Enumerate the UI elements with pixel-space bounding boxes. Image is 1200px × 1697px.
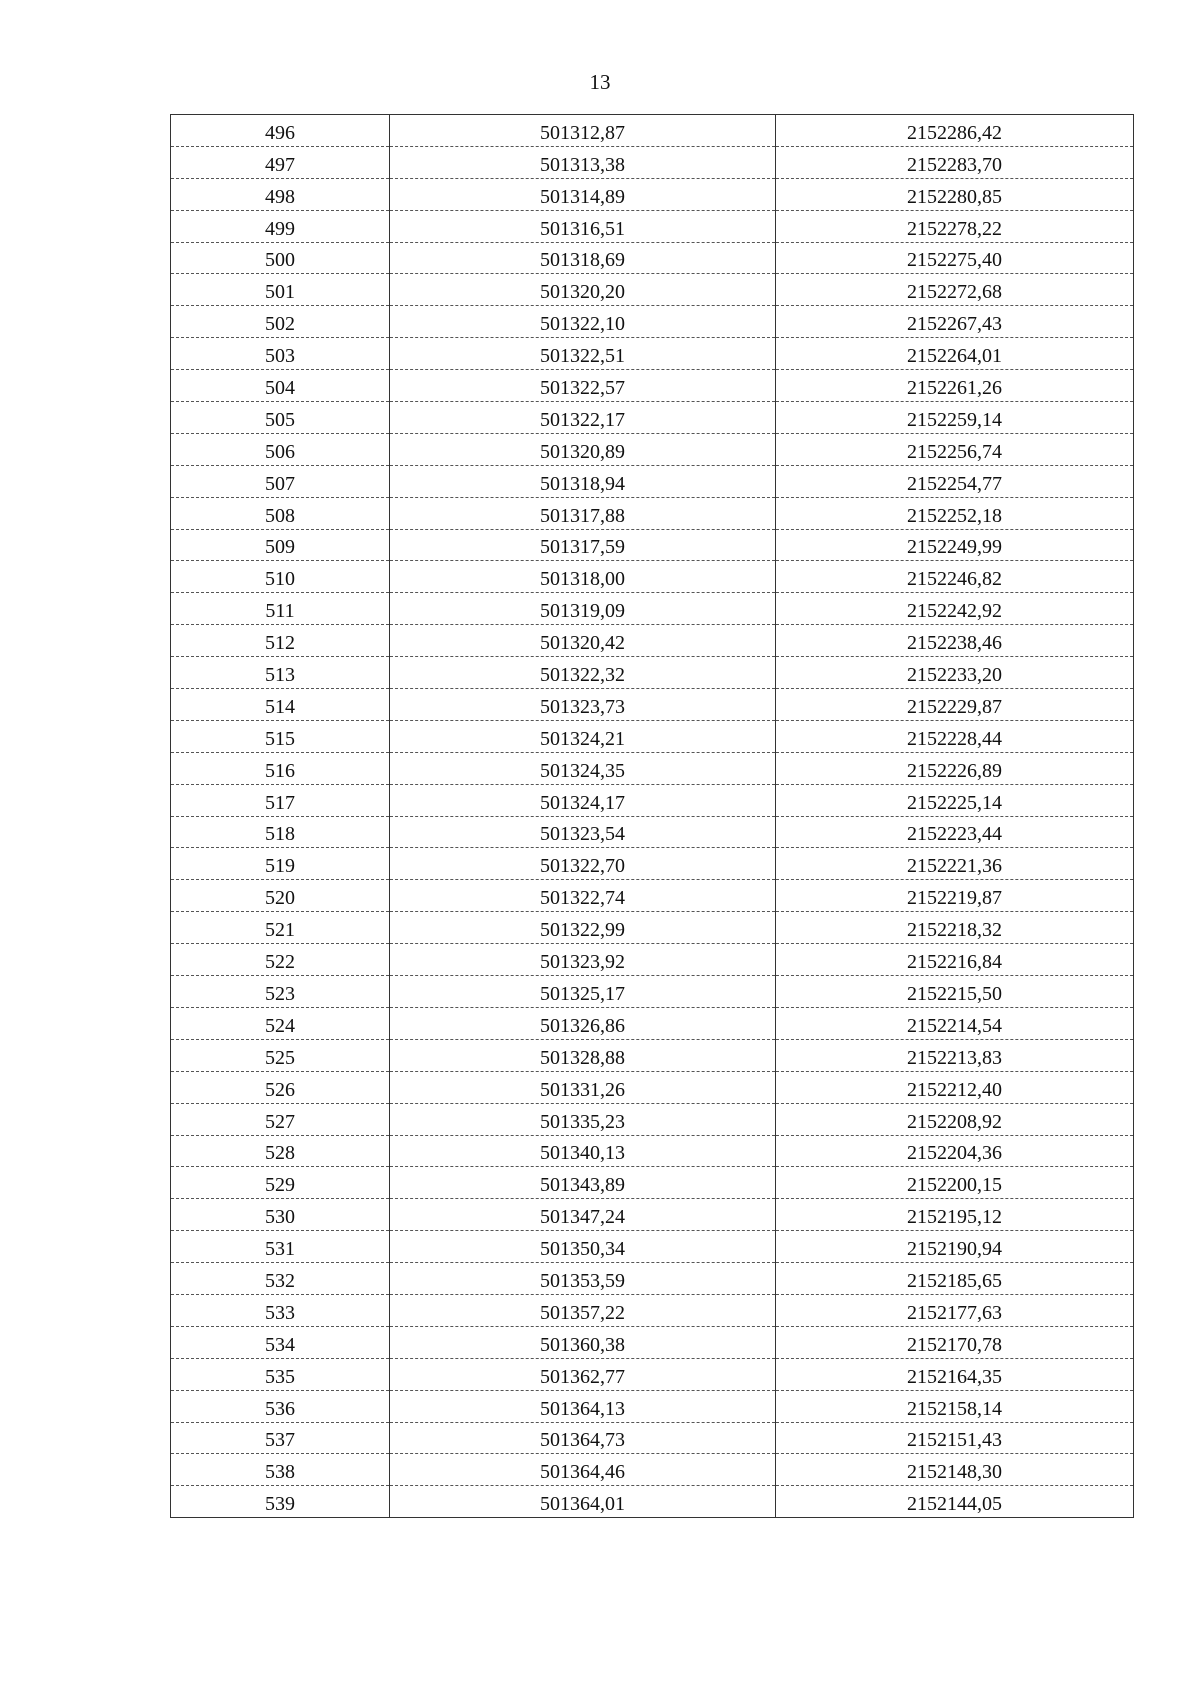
x-coordinate-cell: 501314,89 [390, 178, 776, 210]
table-row [171, 1039, 1134, 1071]
table-row [171, 1135, 1134, 1167]
y-coordinate-cell: 2152144,05 [776, 1486, 1134, 1518]
x-coordinate-cell: 501316,51 [390, 210, 776, 242]
table-row [171, 370, 1134, 402]
point-number-cell: 539 [171, 1486, 390, 1518]
point-number-cell: 530 [171, 1199, 390, 1231]
table-row [171, 465, 1134, 497]
point-number-cell: 505 [171, 402, 390, 434]
table-row [171, 1199, 1134, 1231]
x-coordinate-cell: 501322,99 [390, 912, 776, 944]
point-number-cell: 502 [171, 306, 390, 338]
point-number-cell: 533 [171, 1294, 390, 1326]
table-row [171, 912, 1134, 944]
point-number-cell: 506 [171, 433, 390, 465]
x-coordinate-cell: 501364,13 [390, 1390, 776, 1422]
point-number-cell: 525 [171, 1039, 390, 1071]
point-number-cell: 538 [171, 1454, 390, 1486]
y-coordinate-cell: 2152221,36 [776, 848, 1134, 880]
table-row [171, 752, 1134, 784]
table-row [171, 178, 1134, 210]
y-coordinate-cell: 2152286,42 [776, 115, 1134, 147]
y-coordinate-cell: 2152264,01 [776, 338, 1134, 370]
y-coordinate-cell: 2152225,14 [776, 784, 1134, 816]
point-number-cell: 501 [171, 274, 390, 306]
point-number-cell: 534 [171, 1326, 390, 1358]
point-number-cell: 511 [171, 593, 390, 625]
y-coordinate-cell: 2152216,84 [776, 944, 1134, 976]
y-coordinate-cell: 2152226,89 [776, 752, 1134, 784]
table-row [171, 689, 1134, 721]
point-number-cell: 535 [171, 1358, 390, 1390]
y-coordinate-cell: 2152272,68 [776, 274, 1134, 306]
x-coordinate-cell: 501318,94 [390, 465, 776, 497]
y-coordinate-cell: 2152177,63 [776, 1294, 1134, 1326]
table-row [171, 944, 1134, 976]
point-number-cell: 513 [171, 657, 390, 689]
table-row [171, 115, 1134, 147]
y-coordinate-cell: 2152233,20 [776, 657, 1134, 689]
x-coordinate-cell: 501364,73 [390, 1422, 776, 1454]
x-coordinate-cell: 501326,86 [390, 1007, 776, 1039]
table-row [171, 1390, 1134, 1422]
y-coordinate-cell: 2152185,65 [776, 1263, 1134, 1295]
x-coordinate-cell: 501317,59 [390, 529, 776, 561]
table-row [171, 1422, 1134, 1454]
point-number-cell: 507 [171, 465, 390, 497]
point-number-cell: 520 [171, 880, 390, 912]
y-coordinate-cell: 2152252,18 [776, 497, 1134, 529]
point-number-cell: 515 [171, 720, 390, 752]
table-row [171, 1007, 1134, 1039]
x-coordinate-cell: 501320,89 [390, 433, 776, 465]
point-number-cell: 521 [171, 912, 390, 944]
point-number-cell: 499 [171, 210, 390, 242]
table-row [171, 561, 1134, 593]
x-coordinate-cell: 501357,22 [390, 1294, 776, 1326]
y-coordinate-cell: 2152254,77 [776, 465, 1134, 497]
point-number-cell: 512 [171, 625, 390, 657]
y-coordinate-cell: 2152238,46 [776, 625, 1134, 657]
y-coordinate-cell: 2152200,15 [776, 1167, 1134, 1199]
point-number-cell: 527 [171, 1103, 390, 1135]
point-number-cell: 516 [171, 752, 390, 784]
coordinates-table-body [171, 115, 1134, 1518]
point-number-cell: 510 [171, 561, 390, 593]
table-row [171, 880, 1134, 912]
y-coordinate-cell: 2152267,43 [776, 306, 1134, 338]
x-coordinate-cell: 501322,51 [390, 338, 776, 370]
point-number-cell: 526 [171, 1071, 390, 1103]
table-row [171, 1263, 1134, 1295]
point-number-cell: 536 [171, 1390, 390, 1422]
point-number-cell: 519 [171, 848, 390, 880]
point-number-cell: 531 [171, 1231, 390, 1263]
x-coordinate-cell: 501312,87 [390, 115, 776, 147]
x-coordinate-cell: 501343,89 [390, 1167, 776, 1199]
y-coordinate-cell: 2152229,87 [776, 689, 1134, 721]
y-coordinate-cell: 2152246,82 [776, 561, 1134, 593]
table-row [171, 1294, 1134, 1326]
point-number-cell: 509 [171, 529, 390, 561]
table-row [171, 593, 1134, 625]
x-coordinate-cell: 501322,32 [390, 657, 776, 689]
table-row [171, 529, 1134, 561]
table-row [171, 625, 1134, 657]
table-row [171, 1486, 1134, 1518]
x-coordinate-cell: 501324,21 [390, 720, 776, 752]
table-row [171, 976, 1134, 1008]
point-number-cell: 522 [171, 944, 390, 976]
table-row [171, 242, 1134, 274]
point-number-cell: 529 [171, 1167, 390, 1199]
y-coordinate-cell: 2152215,50 [776, 976, 1134, 1008]
table-row [171, 274, 1134, 306]
y-coordinate-cell: 2152148,30 [776, 1454, 1134, 1486]
table-row [171, 402, 1134, 434]
y-coordinate-cell: 2152278,22 [776, 210, 1134, 242]
point-number-cell: 498 [171, 178, 390, 210]
y-coordinate-cell: 2152204,36 [776, 1135, 1134, 1167]
y-coordinate-cell: 2152158,14 [776, 1390, 1134, 1422]
y-coordinate-cell: 2152228,44 [776, 720, 1134, 752]
table-row [171, 1071, 1134, 1103]
point-number-cell: 537 [171, 1422, 390, 1454]
x-coordinate-cell: 501322,17 [390, 402, 776, 434]
point-number-cell: 496 [171, 115, 390, 147]
point-number-cell: 508 [171, 497, 390, 529]
table-row [171, 784, 1134, 816]
x-coordinate-cell: 501320,42 [390, 625, 776, 657]
x-coordinate-cell: 501319,09 [390, 593, 776, 625]
x-coordinate-cell: 501328,88 [390, 1039, 776, 1071]
point-number-cell: 517 [171, 784, 390, 816]
point-number-cell: 497 [171, 146, 390, 178]
y-coordinate-cell: 2152164,35 [776, 1358, 1134, 1390]
y-coordinate-cell: 2152259,14 [776, 402, 1134, 434]
table-row [171, 720, 1134, 752]
point-number-cell: 514 [171, 689, 390, 721]
y-coordinate-cell: 2152242,92 [776, 593, 1134, 625]
table-row [171, 816, 1134, 848]
page-number: 13 [589, 70, 611, 94]
table-row [171, 1231, 1134, 1263]
point-number-cell: 503 [171, 338, 390, 370]
x-coordinate-cell: 501322,70 [390, 848, 776, 880]
table-row [171, 1167, 1134, 1199]
point-number-cell: 524 [171, 1007, 390, 1039]
y-coordinate-cell: 2152195,12 [776, 1199, 1134, 1231]
x-coordinate-cell: 501322,10 [390, 306, 776, 338]
point-number-cell: 500 [171, 242, 390, 274]
table-row [171, 306, 1134, 338]
y-coordinate-cell: 2152256,74 [776, 433, 1134, 465]
x-coordinate-cell: 501325,17 [390, 976, 776, 1008]
coordinates-table [170, 114, 1134, 1518]
x-coordinate-cell: 501362,77 [390, 1358, 776, 1390]
x-coordinate-cell: 501318,69 [390, 242, 776, 274]
table-row [171, 433, 1134, 465]
x-coordinate-cell: 501360,38 [390, 1326, 776, 1358]
y-coordinate-cell: 2152249,99 [776, 529, 1134, 561]
x-coordinate-cell: 501323,92 [390, 944, 776, 976]
table-row [171, 1326, 1134, 1358]
table-row [171, 497, 1134, 529]
y-coordinate-cell: 2152212,40 [776, 1071, 1134, 1103]
y-coordinate-cell: 2152214,54 [776, 1007, 1134, 1039]
point-number-cell: 528 [171, 1135, 390, 1167]
x-coordinate-cell: 501324,35 [390, 752, 776, 784]
x-coordinate-cell: 501347,24 [390, 1199, 776, 1231]
table-row [171, 210, 1134, 242]
y-coordinate-cell: 2152151,43 [776, 1422, 1134, 1454]
y-coordinate-cell: 2152213,83 [776, 1039, 1134, 1071]
point-number-cell: 523 [171, 976, 390, 1008]
point-number-cell: 504 [171, 370, 390, 402]
x-coordinate-cell: 501364,01 [390, 1486, 776, 1518]
y-coordinate-cell: 2152190,94 [776, 1231, 1134, 1263]
x-coordinate-cell: 501335,23 [390, 1103, 776, 1135]
x-coordinate-cell: 501318,00 [390, 561, 776, 593]
x-coordinate-cell: 501323,54 [390, 816, 776, 848]
table-row [171, 338, 1134, 370]
x-coordinate-cell: 501313,38 [390, 146, 776, 178]
x-coordinate-cell: 501350,34 [390, 1231, 776, 1263]
point-number-cell: 518 [171, 816, 390, 848]
x-coordinate-cell: 501331,26 [390, 1071, 776, 1103]
y-coordinate-cell: 2152170,78 [776, 1326, 1134, 1358]
y-coordinate-cell: 2152280,85 [776, 178, 1134, 210]
point-number-cell: 532 [171, 1263, 390, 1295]
y-coordinate-cell: 2152218,32 [776, 912, 1134, 944]
table-row [171, 657, 1134, 689]
x-coordinate-cell: 501322,74 [390, 880, 776, 912]
y-coordinate-cell: 2152219,87 [776, 880, 1134, 912]
x-coordinate-cell: 501340,13 [390, 1135, 776, 1167]
y-coordinate-cell: 2152208,92 [776, 1103, 1134, 1135]
x-coordinate-cell: 501353,59 [390, 1263, 776, 1295]
y-coordinate-cell: 2152223,44 [776, 816, 1134, 848]
x-coordinate-cell: 501317,88 [390, 497, 776, 529]
x-coordinate-cell: 501320,20 [390, 274, 776, 306]
y-coordinate-cell: 2152275,40 [776, 242, 1134, 274]
table-row [171, 1103, 1134, 1135]
table-row [171, 1454, 1134, 1486]
x-coordinate-cell: 501323,73 [390, 689, 776, 721]
table-row [171, 1358, 1134, 1390]
x-coordinate-cell: 501322,57 [390, 370, 776, 402]
x-coordinate-cell: 501324,17 [390, 784, 776, 816]
table-row [171, 848, 1134, 880]
x-coordinate-cell: 501364,46 [390, 1454, 776, 1486]
table-row [171, 146, 1134, 178]
y-coordinate-cell: 2152261,26 [776, 370, 1134, 402]
y-coordinate-cell: 2152283,70 [776, 146, 1134, 178]
